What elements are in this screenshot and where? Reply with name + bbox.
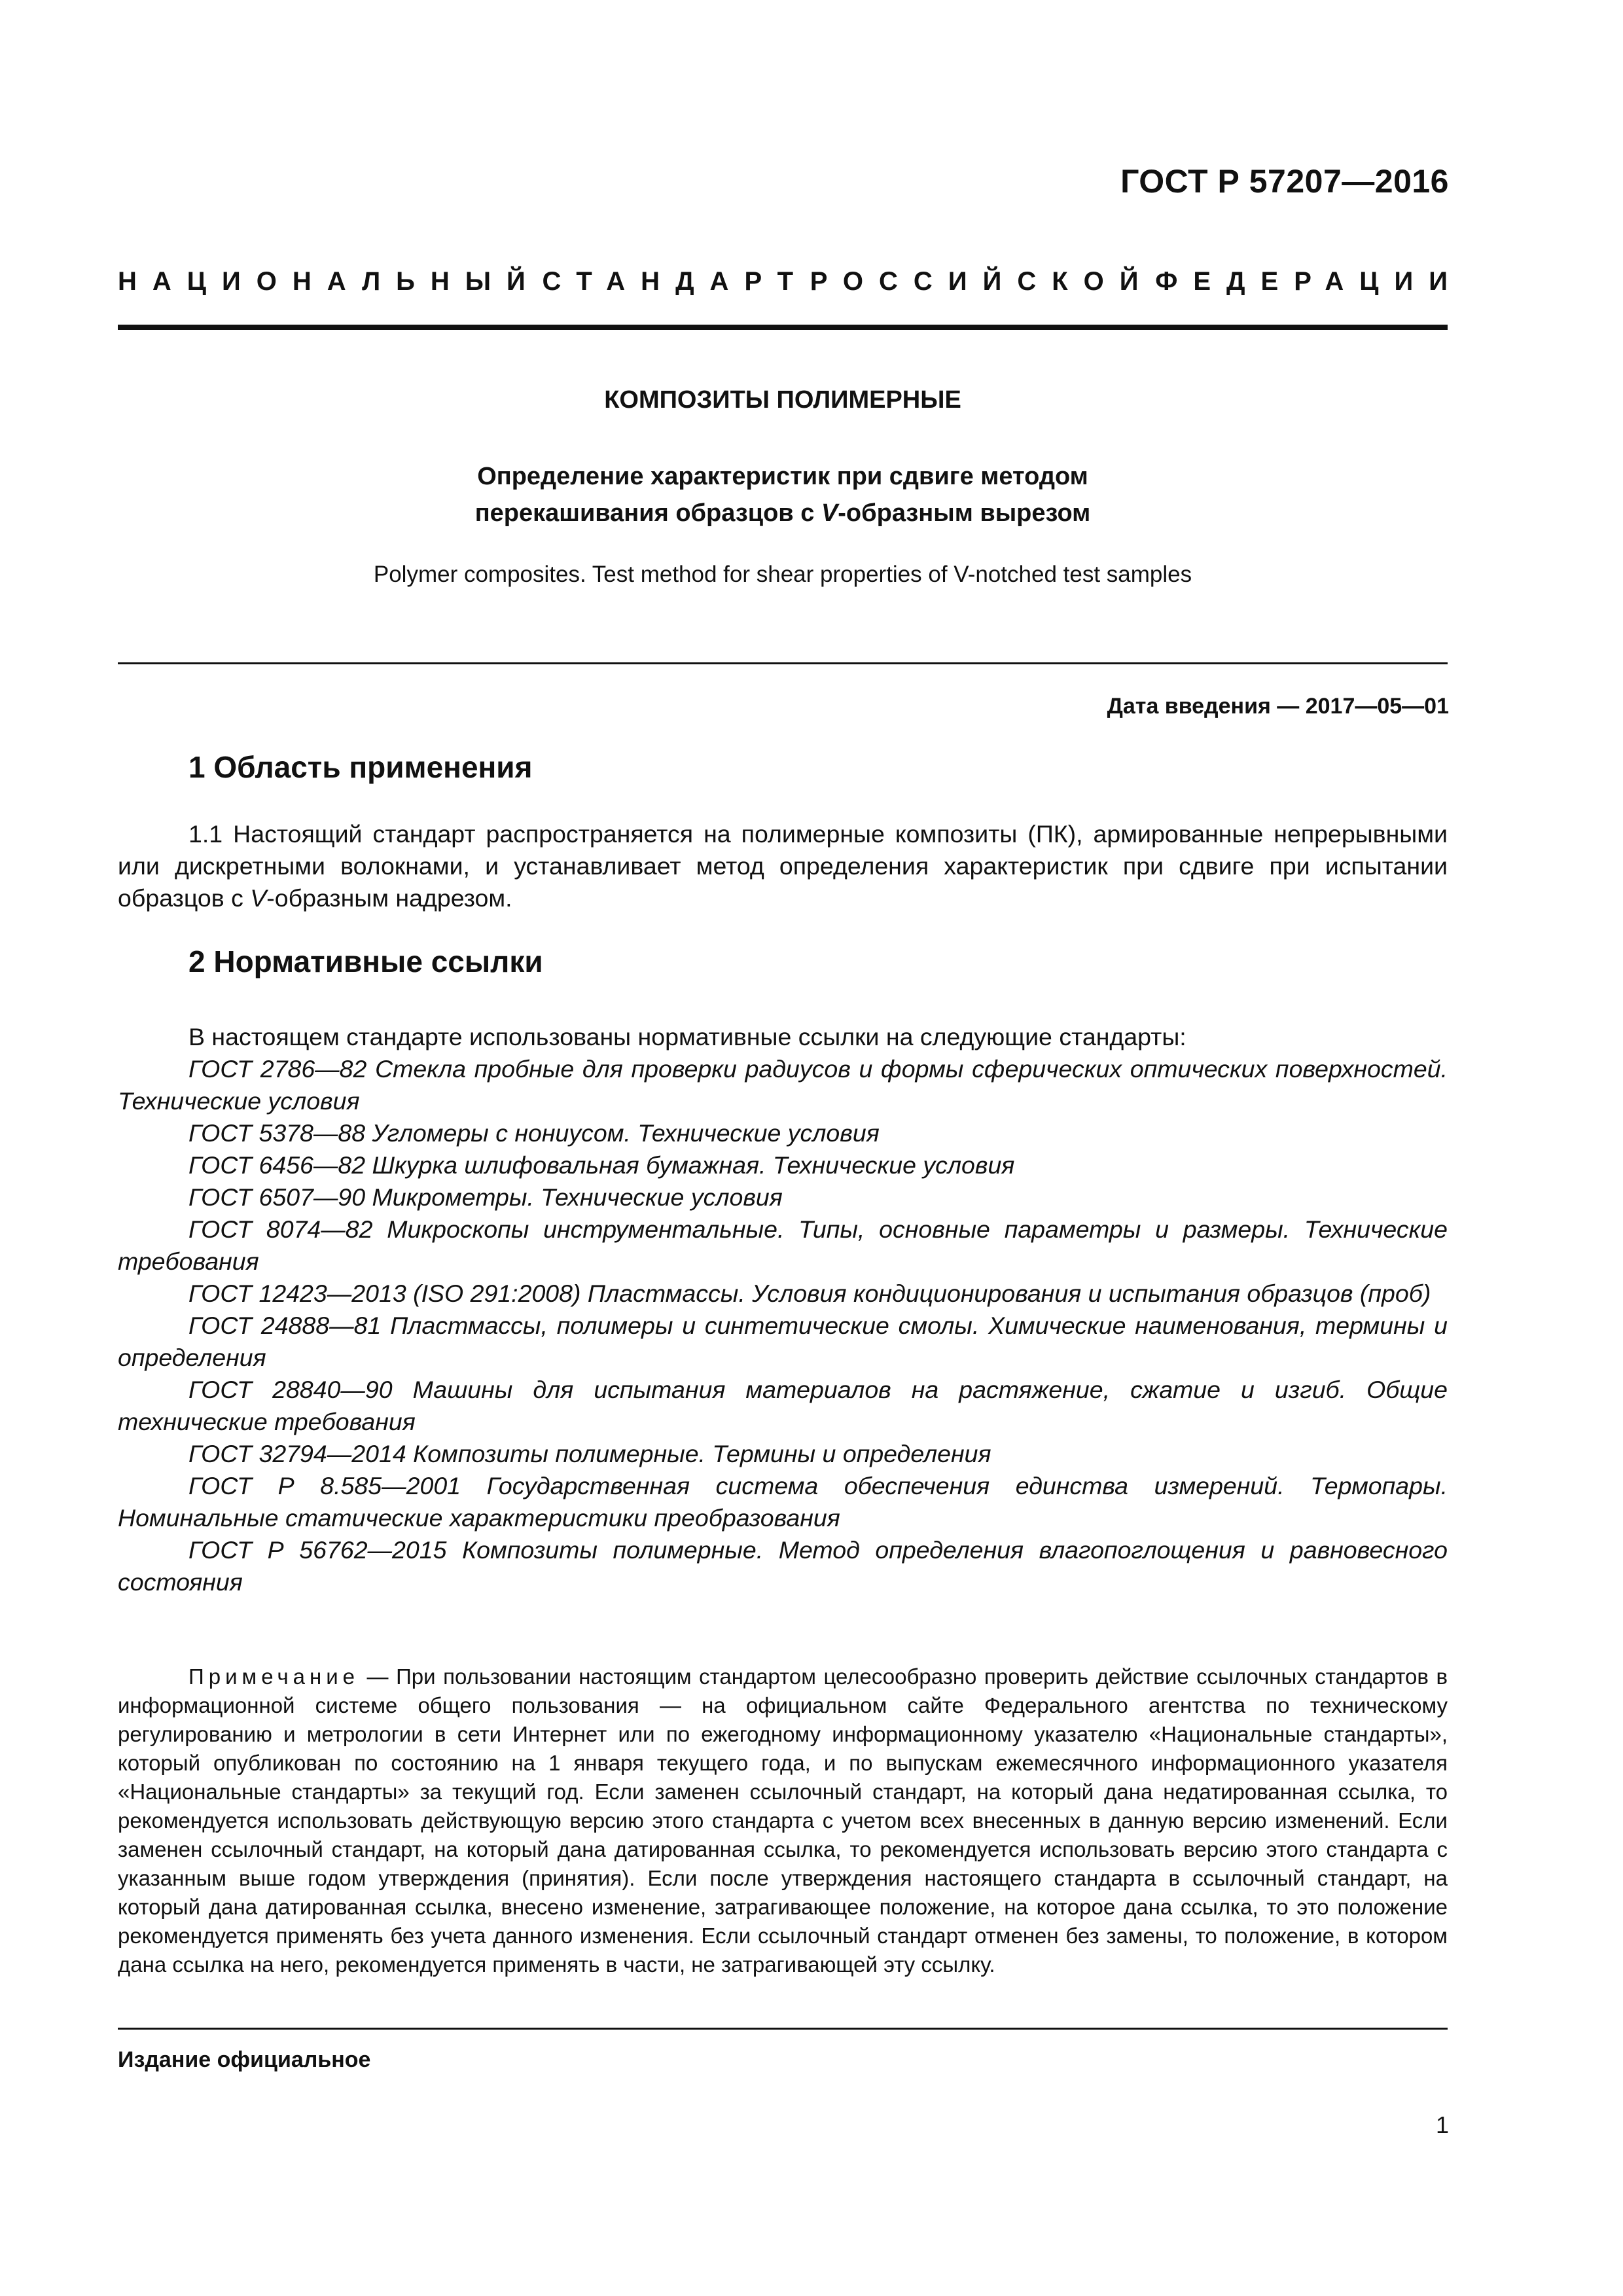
reference-item: ГОСТ 24888—81 Пластмассы, полимеры и синтетические смолы. Химические наименования, термины и определения [118,1312,1448,1371]
note-text: — При пользовании настоящим стандартом целесообразно проверить действие ссылочных стандартов в информационной системе общего пользования — на официальном сайте Федерального агентства по техническому регулированию и метрологии в сети Интернет или по ежегодному информационному указателю «Национальные стандарты», который опубликован по состоянию на 1 января текущего года, и по выпускам ежемесячного информационного указателя «Национальные стандарты» за текущий год. Если заменен ссылочный стандарт, на который дана недатированная ссылка, то рекомендуется использовать действующую версию этого стандарта с учетом всех внесенных в данную версию изменений. Если заменен ссылочный стандарт, на который дана датированная ссылка, то рекомендуется использовать версию этого стандарта с указанным выше годом утверждения (принятия). Если после утверждения настоящего стандарта в ссылочный стандарт, на который дана датированная ссылка, внесено изменение, затрагивающее положение, на которое дана ссылка, то это положение рекомендуется применять без учета данного изменения. Если ссылочный стандарт отменен без замены, то положение, в котором дана ссылка на него, рекомендуется применять в части, не затрагивающей эту ссылку. [118,1664,1448,1977]
introduction-date: Дата введения — 2017—05—01 [1107,694,1449,719]
reference-item: ГОСТ 28840—90 Машины для испытания материалов на растяжение, сжатие и изгиб. Общие технические требования [118,1376,1448,1435]
english-title: Polymer composites. Test method for shear properties of V-notched test samples [373,562,1192,587]
section-2-heading: 2 Нормативные ссылки [188,944,543,978]
note-label: Примечание [188,1664,360,1689]
reference-item: ГОСТ Р 8.585—2001 Государственная система обеспечения единства измерений. Термопары. Номинальные статические характеристики преобразования [118,1472,1448,1532]
section-1-paragraph: 1.1 Настоящий стандарт распространяется на полимерные композиты (ПК), армированные непрерывными или дискретными волокнами, и устанавливает метод определения характеристик при сдвиге при испытании образцов с V-образным надрезом. [118,820,1448,912]
document-subtitle [118,458,1448,531]
official-edition-label: Издание официальное [118,2047,371,2072]
reference-item: ГОСТ 32794—2014 Композиты полимерные. Термины и определения [188,1440,991,1467]
national-title-word: НАЦИОНАЛЬНЫЙ [118,267,541,296]
reference-item: ГОСТ 8074—82 Микроскопы инструментальные. Типы, основные параметры и размеры. Технические требования [118,1215,1448,1275]
title-divider [118,662,1448,664]
subtitle-line-2: перекашивания образцов с V-образным вырезом [474,499,1091,527]
subtitle-line-1: Определение характеристик при сдвиге методом [477,463,1088,490]
references-note [118,1662,1448,1979]
national-title-word: СТАНДАРТ [542,267,810,296]
footer-divider [118,2028,1448,2030]
page-number: 1 [1435,2111,1449,2138]
document-title: КОМПОЗИТЫ ПОЛИМЕРНЫЕ [604,386,961,414]
references-intro: В настоящем стандарте использованы нормативные ссылки на следующие стандарты: [188,1023,1186,1050]
normative-references [118,1021,1448,1598]
reference-item: ГОСТ 2786—82 Стекла пробные для проверки радиусов и формы сферических оптических поверхностей. Технические условия [118,1055,1448,1115]
document-number: ГОСТ Р 57207—2016 [1120,163,1449,200]
section-1-heading: 1 Область применения [188,750,533,784]
reference-item: ГОСТ 12423—2013 (ISO 291:2008) Пластмассы. Условия кондиционирования и испытания образцов (проб) [188,1280,1431,1307]
reference-item: ГОСТ Р 56762—2015 Композиты полимерные. Метод определения влагопоглощения и равновесного состояния [118,1536,1448,1596]
national-title-word: РОССИЙСКОЙ [810,267,1154,296]
reference-item: ГОСТ 5378—88 Угломеры с нониусом. Технические условия [188,1119,880,1147]
reference-item: ГОСТ 6456—82 Шкурка шлифовальная бумажная. Технические условия [188,1151,1015,1179]
header-divider [118,325,1448,330]
national-title-word: ФЕДЕРАЦИИ [1155,267,1463,296]
national-standard-title [118,267,1463,296]
reference-item: ГОСТ 6507—90 Микрометры. Технические условия [188,1183,783,1211]
